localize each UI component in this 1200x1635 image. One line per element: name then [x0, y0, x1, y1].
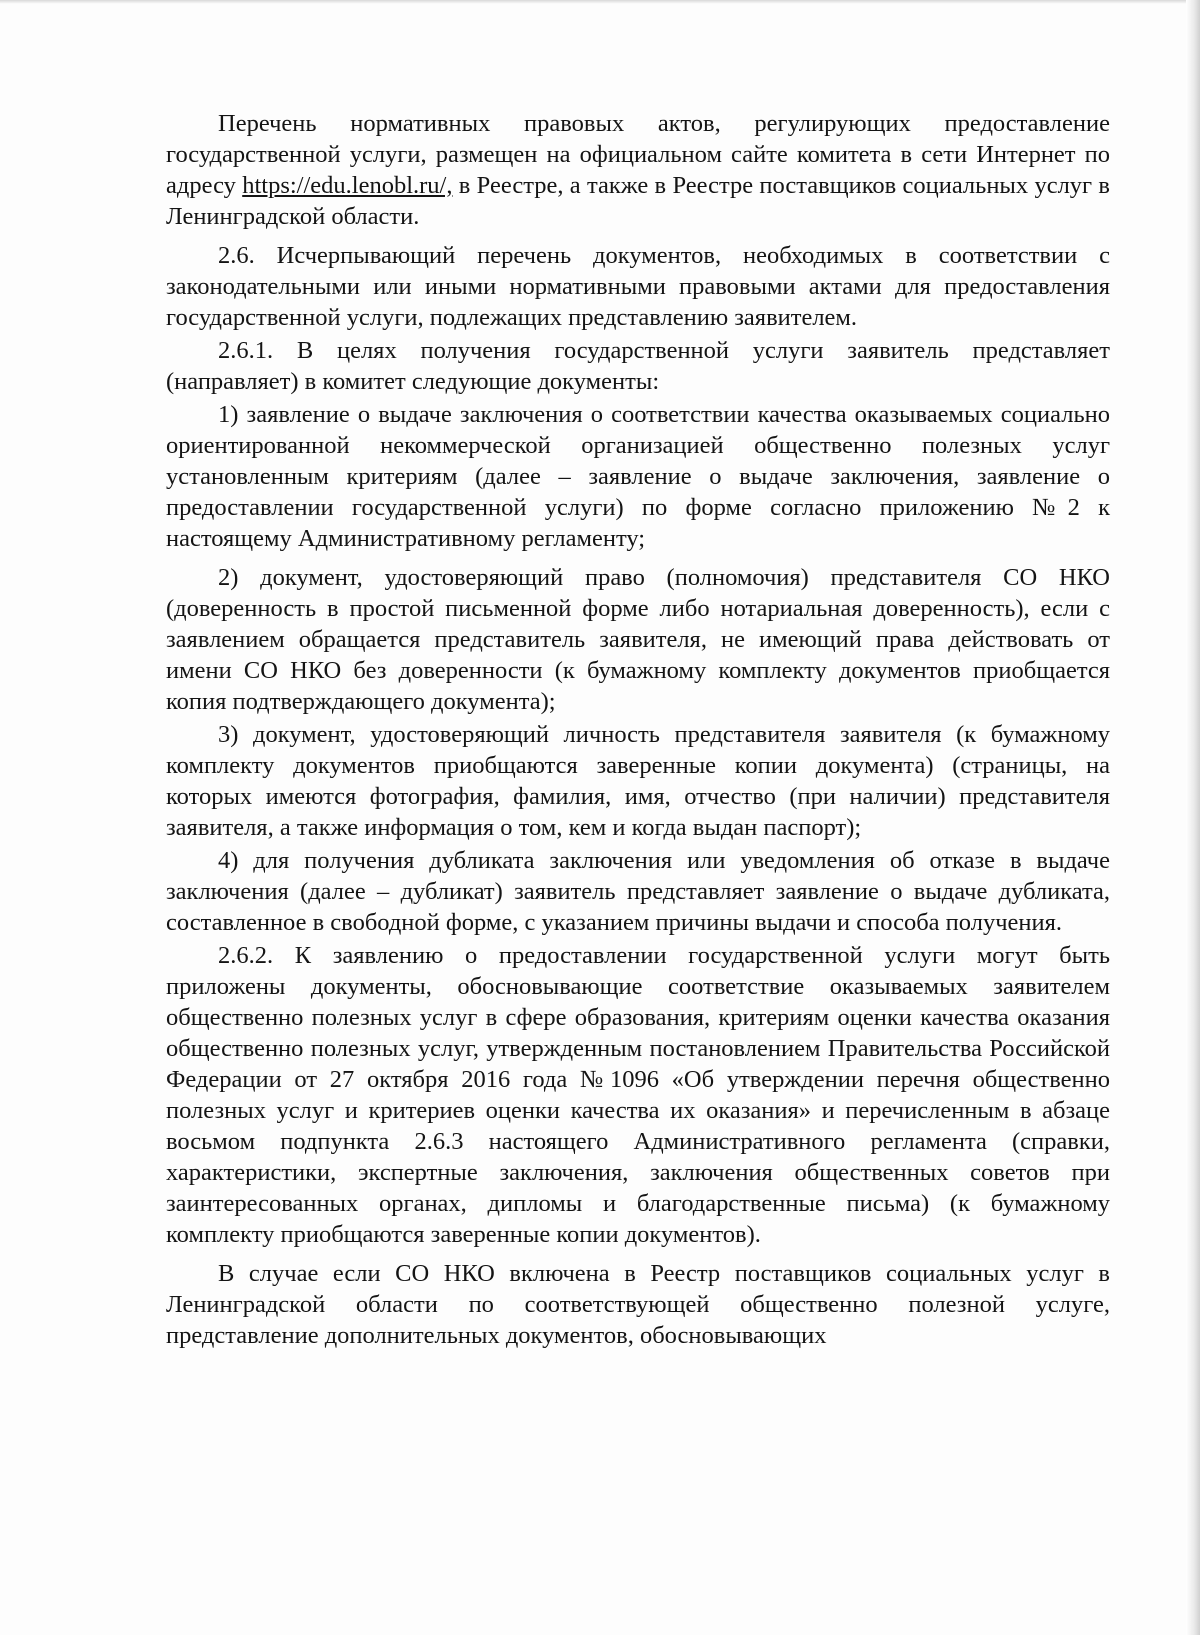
paragraph-2-6-1: 2.6.1. В целях получения государственной услуги заявитель представляет (направляет) в комитет следующие документы:	[166, 337, 1110, 395]
paragraph-text: Перечень нормативных правовых актов, регулирующих предоставление государственной услуги, размещен на официальном сайте комитета в сети Интернет по адресу	[166, 110, 1110, 199]
list-item-1: 1) заявление о выдаче заключения о соответствии качества оказываемых социально ориентированной некоммерческой организацией общественно полезных услуг установленным критериям (далее – заявление о выдаче заключения, заявление о предоставлении государственной услуги) по форме согласно приложению №2 к настоящему Административному регламенту;	[166, 401, 1110, 552]
scan-edge-top	[0, 0, 1200, 4]
list-item-2: 2) документ, удостоверяющий право (полномочия) представителя СО НКО (доверенность в простой письменной форме либо нотариальная доверенность), если с заявлением обращается представитель заявителя, не имеющий права действовать от имени СО НКО без доверенности (к бумажному комплекту документов приобщается копия подтверждающего документа);	[166, 564, 1110, 715]
website-link[interactable]: https://edu.lenobl.ru/,	[242, 172, 453, 199]
paragraph-2-6-2: 2.6.2. К заявлению о предоставлении государственной услуги могут быть приложены документы, обосновывающие соответствие оказываемых заявителем общественно полезных услуг в сфере образования, критериям оценки качества оказания общественно полезных услуг, утвержденным постановлением Правительства Российской Федерации от 27 октября 2016 года №1096 «Об утверждении перечня общественно полезных услуг и критериев оценки качества их оказания» и перечисленным в абзаце восьмом подпункта 2.6.3 настоящего Административного регламента (справки, характеристики, экспертные заключения, заключения общественных советов при заинтересованных органах, дипломы и благодарственные письма) (к бумажному комплекту приобщаются заверенные копии документов).	[166, 942, 1110, 1248]
scan-edge-right	[1186, 0, 1200, 1635]
list-item-3: 3) документ, удостоверяющий личность представителя заявителя (к бумажному комплекту документов приобщаются заверенные копии документа) (страницы, на которых имеются фотография, фамилия, имя, отчество (при наличии) представителя заявителя, а также информация о том, кем и когда выдан паспорт);	[166, 721, 1110, 841]
document-body	[166, 108, 1110, 1353]
list-item-4: 4) для получения дубликата заключения или уведомления об отказе в выдаче заключения (далее – дубликат) заявитель представляет заявление о выдаче дубликата, составленное в свободной форме, с указанием причины выдачи и способа получения.	[166, 847, 1110, 936]
paragraph-2-6: 2.6. Исчерпывающий перечень документов, необходимых в соответствии с законодательными или иными нормативными правовыми актами для предоставления государственной услуги, подлежащих представлению заявителем.	[166, 242, 1110, 331]
paragraph-legal-acts-list	[166, 108, 1110, 232]
paragraph-text: в Реестре, а также в Реестре поставщиков социальных услуг в Ленинградской области.	[166, 172, 1110, 230]
paragraph-registry-case: В случае если СО НКО включена в Реестр поставщиков социальных услуг в Ленинградской области по соответствующей общественно полезной услуге, представление дополнительных документов, обосновывающих	[166, 1260, 1110, 1349]
